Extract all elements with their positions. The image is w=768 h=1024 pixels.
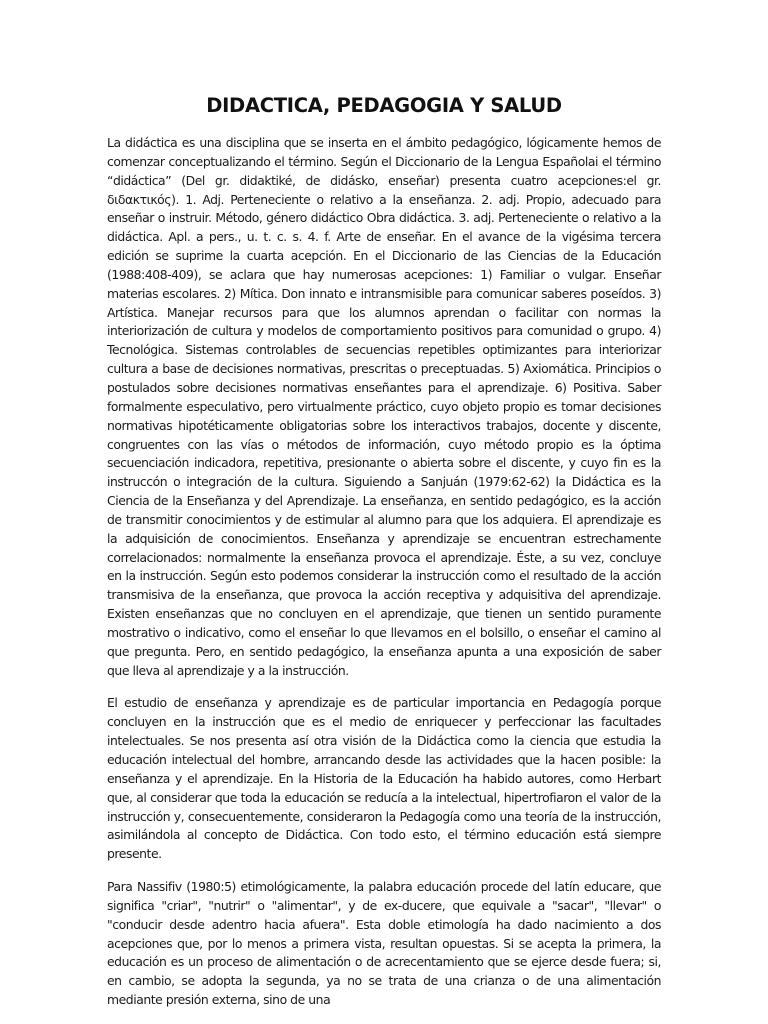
paragraph-1: La didáctica es una disciplina que se inserta en el ámbito pedagógico, lógicamente hemos de comenzar conceptualizando el término. Según el Diccionario de la Lengua Españolai el término “didáctica” (Del gr. didaktiké, de didásko, enseñar) presenta cuatro acepciones:el gr. διδακτικός). 1. Adj. Perteneciente o relativo a la enseñanza. 2. adj. Propio, adecuado para enseñar o instruir. Método, género didáctico Obra didáctica. 3. adj. Perteneciente o relativo a la didáctica. Apl. a pers., u. t. c. s. 4. f. Arte de enseñar. En el avance de la vigésima tercera edición se suprime la cuarta acepción. En el Diccionario de las Ciencias de la Educación (1988:408-409), se aclara que hay numerosas acepciones: 1) Familiar o vulgar. Enseñar materias escolares. 2) Mítica. Don innato e intransmisible para comunicar saberes poseídos. 3) Artística. Manejar recursos para que los alumnos aprendan o facilitar con normas la interiorización de cultura y modelos de comportamiento positivos para comunidad o grupo. 4) Tecnológica. Sistemas controlables de secuencias repetibles optimizantes para interiorizar cultura a base de decisiones normativas, prescritas o preceptuadas. 5) Axiomática. Principios o postulados sobre decisiones normativas enseñantes para el aprendizaje. 6) Positiva. Saber formalmente especulativo, pero virtualmente práctico, cuyo objeto propio es tomar decisiones normativas hipotéticamente obligatorias sobre los interactivos trabajos, docente y discente, congruentes con las vías o métodos de información, cuyo método propio es la óptima secuenciación indicadora, repetitiva, presionante o abierta sobre el discente, y cuyo fin es la instruccón o integración de la cultura. Siguiendo a Sanjuán (1979:62-62) la Didáctica es la Ciencia de la Enseñanza y del Aprendizaje. La enseñanza, en sentido pedagógico, es la acción de transmitir conocimientos y de estimular al alumno para que los adquiera. El aprendizaje es la adquisición de conocimientos. Enseñanza y aprendizaje se encuentran estrechamente correlacionados: normalmente la enseñanza provoca el aprendizaje. Éste, a su vez, concluye en la instrucción. Según esto podemos considerar la instrucción como el resultado de la acción transmisiva de la enseñanza, que provoca la acción receptiva y adquisitiva del aprendizaje. Existen enseñanzas que no concluyen en el aprendizaje, que tienen un sentido puramente mostrativo o indicativo, como el enseñar lo que llevamos en el bolsillo, o enseñar el camino al que pregunta. Pero, en sentido pedagógico, la enseñanza apunta a una exposición de saber que lleva al aprendizaje y a la instrucción. — [107, 135, 661, 678]
paragraph-3: Para Nassifiv (1980:5) etimológicamente, la palabra educación procede del latín educare, que significa "criar", "nutrir" o "alimentar", y de ex-ducere, que equivale a "sacar", "llevar" o "conducir desde adentro hacia afuera". Esta doble etimología ha dado nacimiento a dos acepciones que, por lo menos a primera vista, resultan opuestas. Si se acepta la primera, la educación es un proceso de alimentación o de acrecentamiento que se ejerce desde fuera; si, en cambio, se adopta la segunda, ya no se trata de una crianza o de una alimentación mediante presión externa, sino de una — [107, 879, 661, 1008]
document-body — [107, 134, 661, 1024]
document-title: DIDACTICA, PEDAGOGIA Y SALUD — [206, 94, 562, 117]
paragraph-2: El estudio de enseñanza y aprendizaje es de particular importancia en Pedagogía porque concluyen en la instrucción que es el medio de enriquecer y perfeccionar las facultades intelectuales. Se nos presenta así otra visión de la Didáctica como la ciencia que estudia la educación intelectual del hombre, arrancando desde las actividades que la hacen posible: la enseñanza y el aprendizaje. En la Historia de la Educación ha habido autores, como Herbart que, al considerar que toda la educación se reducía a la intelectual, hipertrofiaron el valor de la instrucción y, consecuentemente, consideraron la Pedagogía como una teoría de la instrucción, asimilándola al concepto de Didáctica. Con todo esto, el término educación está siempre presente. — [107, 695, 661, 862]
